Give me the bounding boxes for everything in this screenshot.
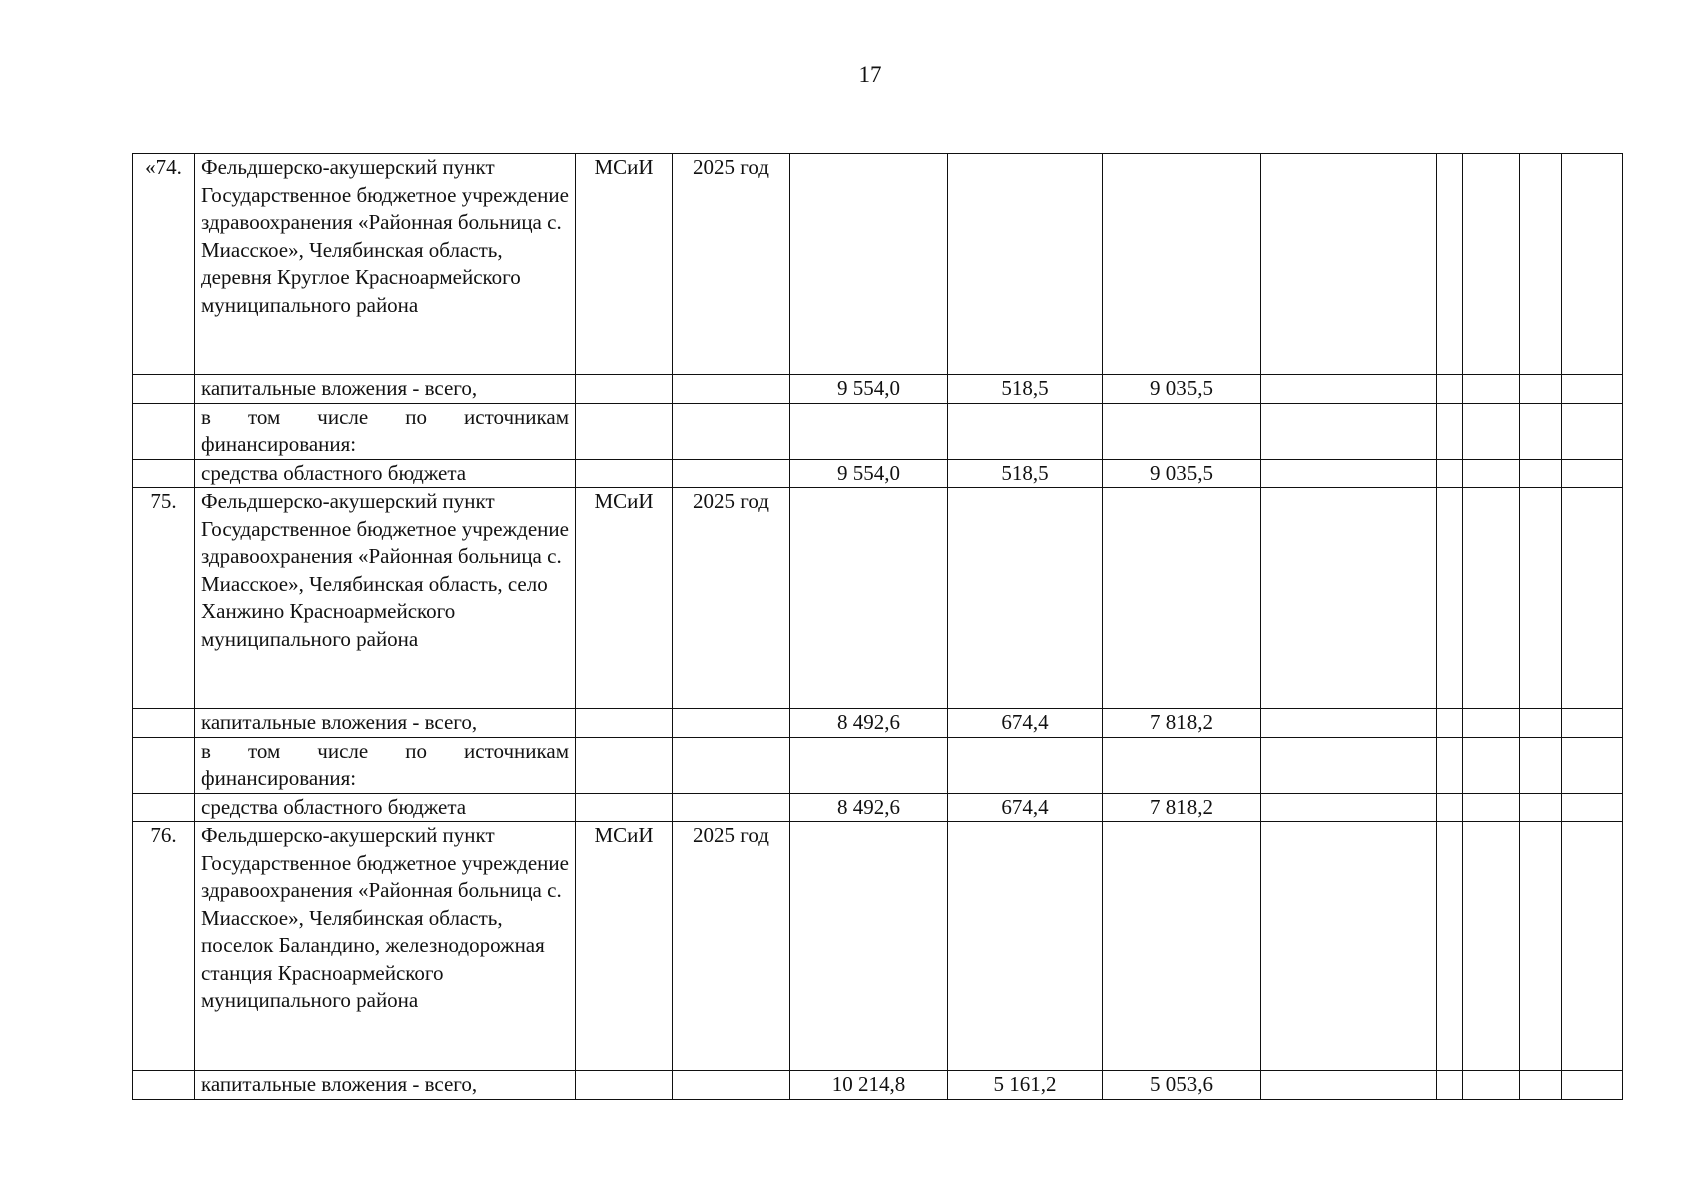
object-name-line: железнодорожная станция (201, 933, 545, 985)
total-value: 10 214,8 (790, 1071, 948, 1100)
object-name-line: Фельдшерско-акушерский пункт (201, 823, 495, 847)
total-label: капитальные вложения - всего, (195, 709, 576, 738)
object-name-line: Государственное бюджетное (201, 182, 457, 207)
total-row (133, 375, 1623, 404)
object-name (195, 488, 576, 709)
object-name-line: область, поселок Баландино, (201, 905, 503, 957)
total-value: 8 492,6 (790, 709, 948, 738)
object-name-line: с. Миасское», Челябинская (201, 878, 562, 930)
object-name-line: муниципального района (201, 292, 419, 317)
source-label: средства областного бюджета (195, 793, 576, 822)
object-name-line: «Районная больница (357, 210, 542, 234)
object-name-line: учреждение здравоохранения (201, 850, 569, 902)
customer-cell: МСиИ (576, 488, 673, 709)
including-line: в том числе по источникам (201, 404, 569, 429)
object-row (133, 822, 1623, 1071)
object-name-line: Фельдшерско-акушерский пункт (201, 155, 495, 179)
object-row (133, 154, 1623, 375)
total-value: 7 818,2 (1103, 709, 1261, 738)
object-name-line: область, деревня Круглое (201, 237, 503, 289)
object-name-line: с. Миасское», Челябинская (201, 544, 562, 596)
source-value: 9 554,0 (790, 459, 948, 488)
including-line: в том числе по источникам (201, 738, 569, 763)
total-label: капитальные вложения - всего, (195, 1071, 576, 1100)
including-line: финансирования: (201, 766, 357, 790)
total-value: 674,4 (948, 709, 1103, 738)
customer-cell: МСиИ (576, 822, 673, 1071)
object-name-line: муниципального района (201, 626, 419, 651)
total-value: 518,5 (948, 375, 1103, 404)
total-label: капитальные вложения - всего, (195, 375, 576, 404)
object-row (133, 488, 1623, 709)
object-name-line: Красноармейского (289, 599, 456, 623)
object-name-line: область, село Ханжино (201, 571, 548, 623)
object-name-line: учреждение здравоохранения (201, 516, 569, 568)
capital-investment-table (132, 153, 1623, 1100)
including-row (133, 403, 1623, 459)
object-name-line: Красноармейского (354, 265, 521, 289)
object-name-line: с. Миасское», Челябинская (201, 210, 562, 262)
object-name-line: «Районная больница (357, 878, 542, 902)
object-name-line: «Районная больница (357, 544, 542, 568)
object-name-line: Красноармейского (277, 960, 444, 985)
including-label (195, 737, 576, 793)
source-value: 674,4 (948, 793, 1103, 822)
object-name-line: Государственное бюджетное (201, 850, 457, 875)
object-name (195, 154, 576, 375)
source-label: средства областного бюджета (195, 459, 576, 488)
including-line: финансирования: (201, 432, 357, 456)
total-value: 9 035,5 (1103, 375, 1261, 404)
source-row (133, 459, 1623, 488)
year-cell: 2025 год (673, 154, 790, 375)
source-row (133, 793, 1623, 822)
object-number: 76. (133, 822, 195, 1071)
year-cell: 2025 год (673, 822, 790, 1071)
source-value: 8 492,6 (790, 793, 948, 822)
object-number: «74. (133, 154, 195, 375)
including-row (133, 737, 1623, 793)
source-value: 7 818,2 (1103, 793, 1261, 822)
page-number: 17 (858, 62, 882, 87)
year-cell: 2025 год (673, 488, 790, 709)
total-value: 9 554,0 (790, 375, 948, 404)
total-row (133, 1071, 1623, 1100)
object-name-line: Государственное бюджетное (201, 516, 457, 541)
object-name-line: муниципального района (201, 988, 419, 1012)
object-name (195, 822, 576, 1071)
customer-cell: МСиИ (576, 154, 673, 375)
including-label (195, 403, 576, 459)
total-row (133, 709, 1623, 738)
total-value: 5 161,2 (948, 1071, 1103, 1100)
source-value: 518,5 (948, 459, 1103, 488)
object-number: 75. (133, 488, 195, 709)
object-name-line: учреждение здравоохранения (201, 182, 569, 234)
source-value: 9 035,5 (1103, 459, 1261, 488)
total-value: 5 053,6 (1103, 1071, 1261, 1100)
object-name-line: Фельдшерско-акушерский пункт (201, 489, 495, 513)
